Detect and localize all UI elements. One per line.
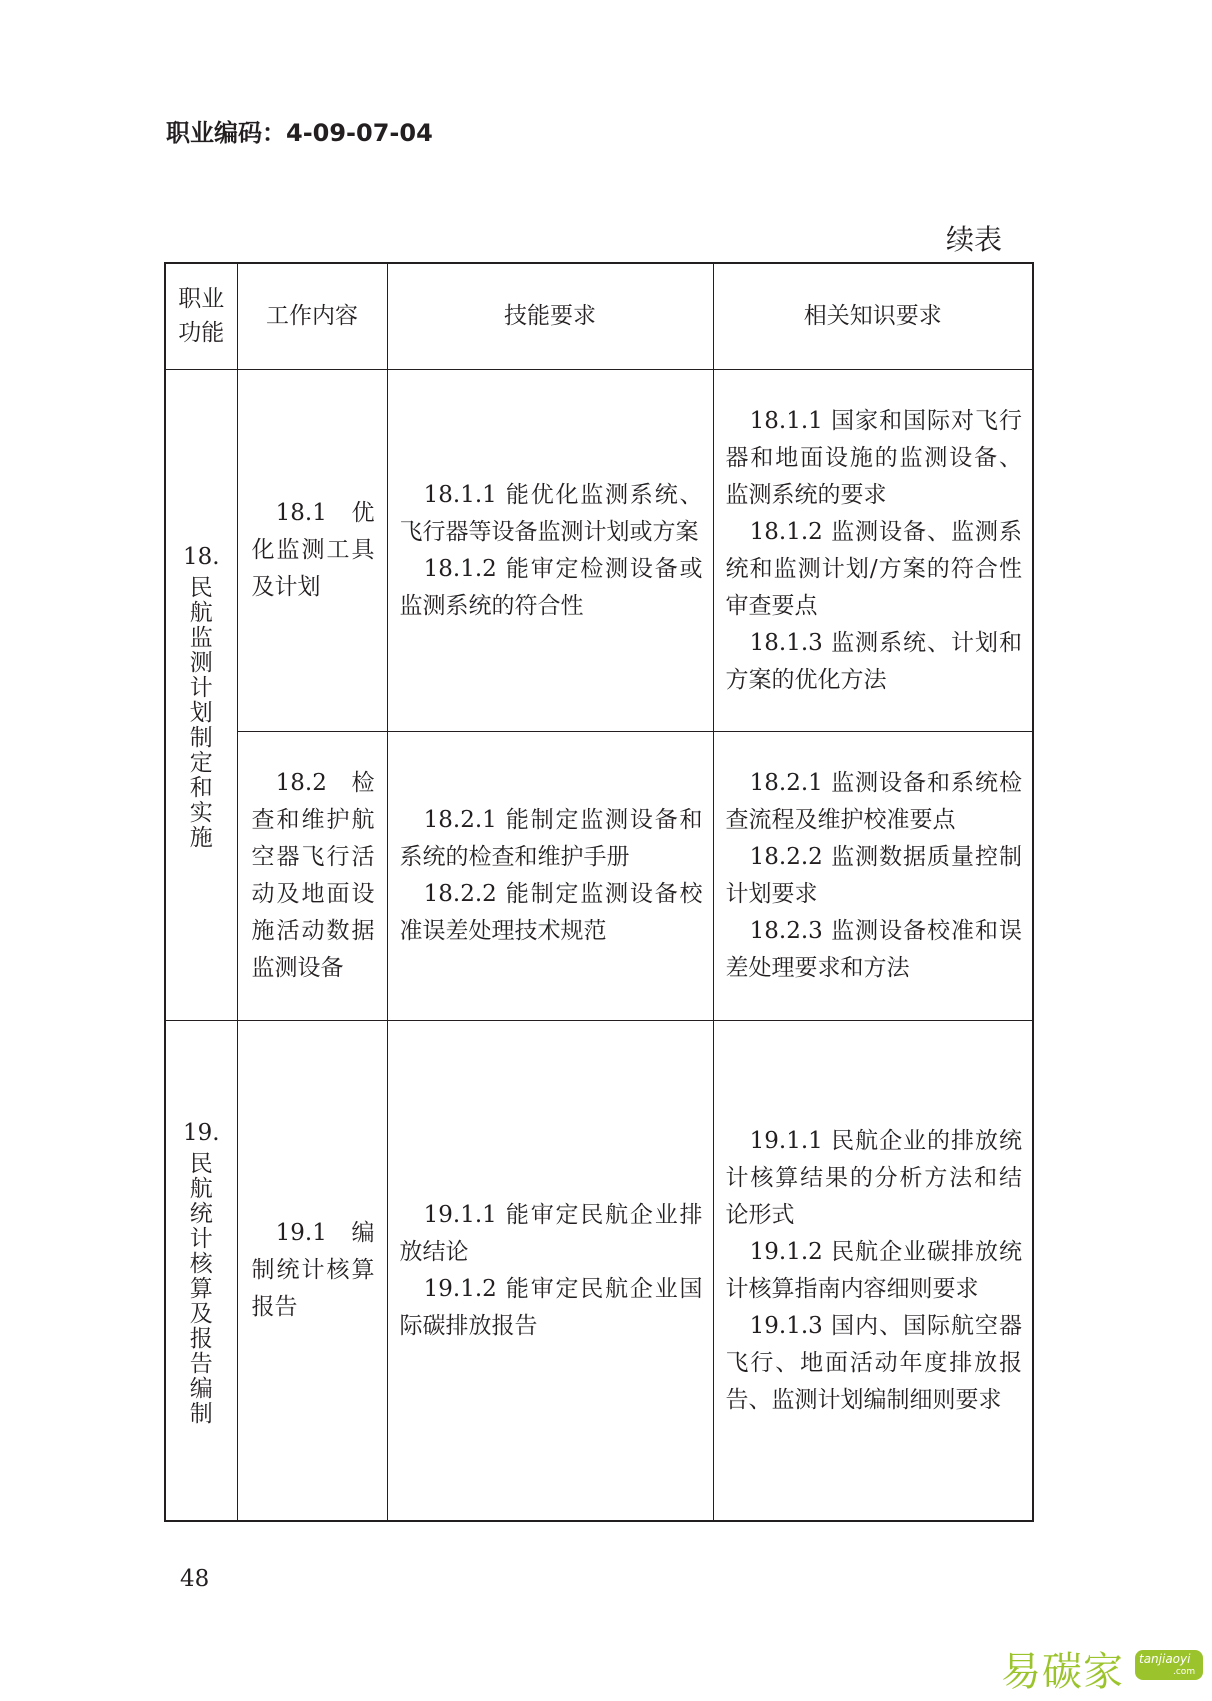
page-number: 48 [180, 1566, 210, 1592]
table-row [165, 370, 1033, 732]
skills-cell: 18.2.1 能制定监测设备和系统的检查和维护手册 18.2.2 能制定监测设备校准误差处理技术规范 [387, 731, 713, 1021]
logo-text: 易碳家 [1001, 1649, 1124, 1695]
skills-cell: 18.1.1 能优化监测系统、飞行器等设备监测计划或方案 18.1.2 能审定检测设备或监测系统的符合性 [387, 370, 713, 732]
table-row [165, 1021, 1033, 1521]
skills-cell: 19.1.1 能审定民航企业排放结论 19.1.2 能审定民航企业国际碳排放报告 [387, 1021, 713, 1521]
continued-label: 续表 [945, 223, 1002, 256]
function-19-cell [165, 1021, 237, 1521]
function-name: 民航统计核算及报告编制 [189, 1150, 213, 1427]
function-number: 18. [182, 544, 220, 571]
table-row [165, 731, 1033, 1021]
logo-domain: .com [1173, 1667, 1196, 1677]
header-skills: 技能要求 [387, 263, 713, 370]
header-work-content: 工作内容 [237, 263, 387, 370]
work-content-cell: 18.2 检查和维护航空器飞行活动及地面设施活动数据监测设备 [237, 731, 387, 1021]
occupation-code: 职业编码：4-09-07-04 [166, 119, 433, 147]
header-function: 职业 功能 [165, 263, 237, 370]
knowledge-cell: 19.1.1 民航企业的排放统计核算结果的分析方法和结论形式 19.1.2 民航企业碳排放统计核算指南内容细则要求 19.1.3 国内、国际航空器飞行、地面活动年度排放报告、监测计划编制细则要求 [713, 1021, 1033, 1521]
function-18-cell [165, 370, 237, 1021]
work-content-cell: 18.1 优化监测工具及计划 [237, 370, 387, 732]
header-knowledge: 相关知识要求 [713, 263, 1033, 370]
watermark-logo [1001, 1638, 1206, 1696]
knowledge-cell: 18.1.1 国家和国际对飞行器和地面设施的监测设备、监测系统的要求 18.1.2 监测设备、监测系统和监测计划/方案的符合性审查要点 18.1.3 监测系统、计划和方案的优化方法 [713, 370, 1033, 732]
function-number: 19. [182, 1119, 220, 1146]
function-name: 民航监测计划制定和实施 [189, 575, 213, 852]
knowledge-cell: 18.2.1 监测设备和系统检查流程及维护校准要点 18.2.2 监测数据质量控制计划要求 18.2.3 监测设备校准和误差处理要求和方法 [713, 731, 1033, 1021]
logo-latin: tanjiaoyi [1139, 1652, 1191, 1666]
occupation-table [164, 262, 1034, 1522]
header-row [165, 263, 1033, 370]
work-content-cell: 19.1 编制统计核算报告 [237, 1021, 387, 1521]
